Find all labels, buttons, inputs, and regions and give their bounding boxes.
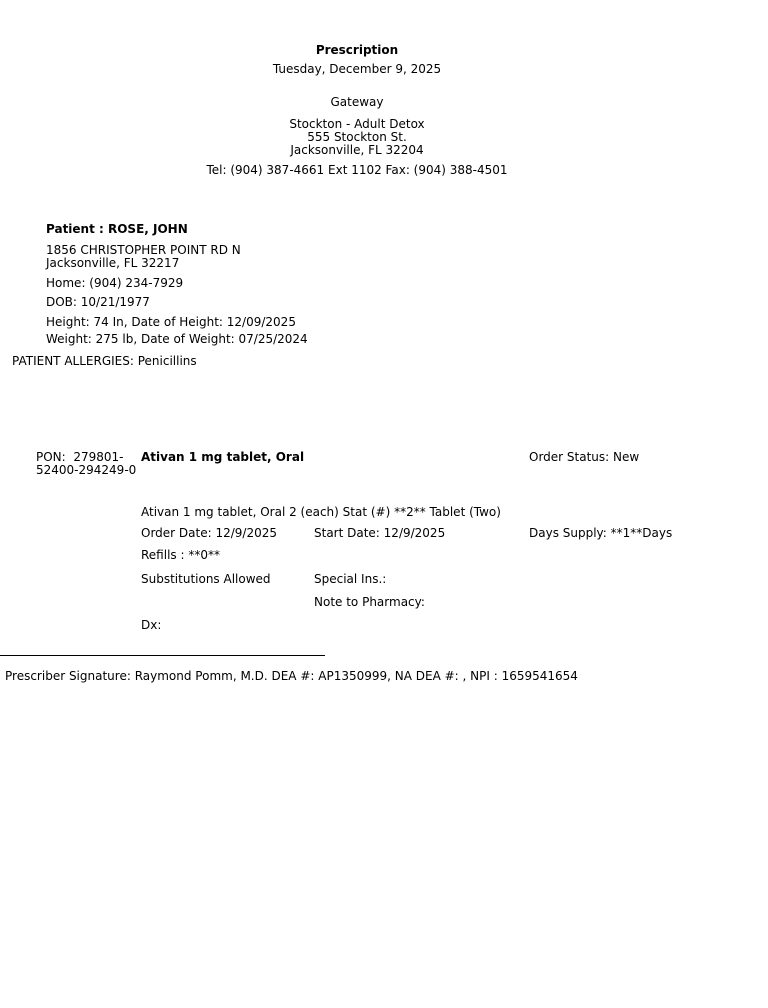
facility-name: Gateway bbox=[330, 95, 384, 109]
patient-dob: DOB: 10/21/1977 bbox=[46, 295, 150, 309]
facility-address-line2: Jacksonville, FL 32204 bbox=[290, 143, 424, 157]
order-date: Order Date: 12/9/2025 bbox=[141, 526, 277, 540]
patient-address-line2: Jacksonville, FL 32217 bbox=[46, 256, 180, 270]
order-start-date: Start Date: 12/9/2025 bbox=[314, 526, 446, 540]
order-days-supply: Days Supply: **1**Days bbox=[529, 526, 673, 540]
prescriber-signature: Prescriber Signature: Raymond Pomm, M.D. DEA #: AP1350999, NA DEA #: , NPI : 1659541654 bbox=[5, 669, 578, 683]
order-pon-line2: 52400-294249-0 bbox=[36, 463, 137, 477]
patient-home-phone: Home: (904) 234-7929 bbox=[46, 276, 184, 290]
signature-line bbox=[0, 655, 325, 656]
facility-contact: Tel: (904) 387-4661 Ext 1102 Fax: (904) 388-4501 bbox=[206, 163, 508, 177]
facility-site: Stockton - Adult Detox bbox=[289, 117, 425, 131]
order-drug-name: Ativan 1 mg tablet, Oral bbox=[141, 450, 305, 464]
order-note-to-pharmacy: Note to Pharmacy: bbox=[314, 595, 425, 609]
order-status: Order Status: New bbox=[529, 450, 640, 464]
patient-name: Patient : ROSE, JOHN bbox=[46, 222, 188, 236]
order-pon-line1: PON: 279801- bbox=[36, 450, 124, 464]
order-refills: Refills : **0** bbox=[141, 548, 220, 562]
prescription-date: Tuesday, December 9, 2025 bbox=[272, 62, 442, 76]
patient-address-line1: 1856 CHRISTOPHER POINT RD N bbox=[46, 243, 241, 257]
order-substitutions: Substitutions Allowed bbox=[141, 572, 271, 586]
patient-height: Height: 74 In, Date of Height: 12/09/2025 bbox=[46, 315, 296, 329]
order-sig: Ativan 1 mg tablet, Oral 2 (each) Stat (#) **2** Tablet (Two) bbox=[141, 505, 501, 519]
page-title: Prescription bbox=[315, 43, 399, 57]
facility-address-line1: 555 Stockton St. bbox=[307, 130, 407, 144]
order-special-instructions: Special Ins.: bbox=[314, 572, 387, 586]
patient-allergies: PATIENT ALLERGIES: Penicillins bbox=[12, 354, 197, 368]
order-dx: Dx: bbox=[141, 618, 162, 632]
patient-weight: Weight: 275 lb, Date of Weight: 07/25/2024 bbox=[46, 332, 308, 346]
